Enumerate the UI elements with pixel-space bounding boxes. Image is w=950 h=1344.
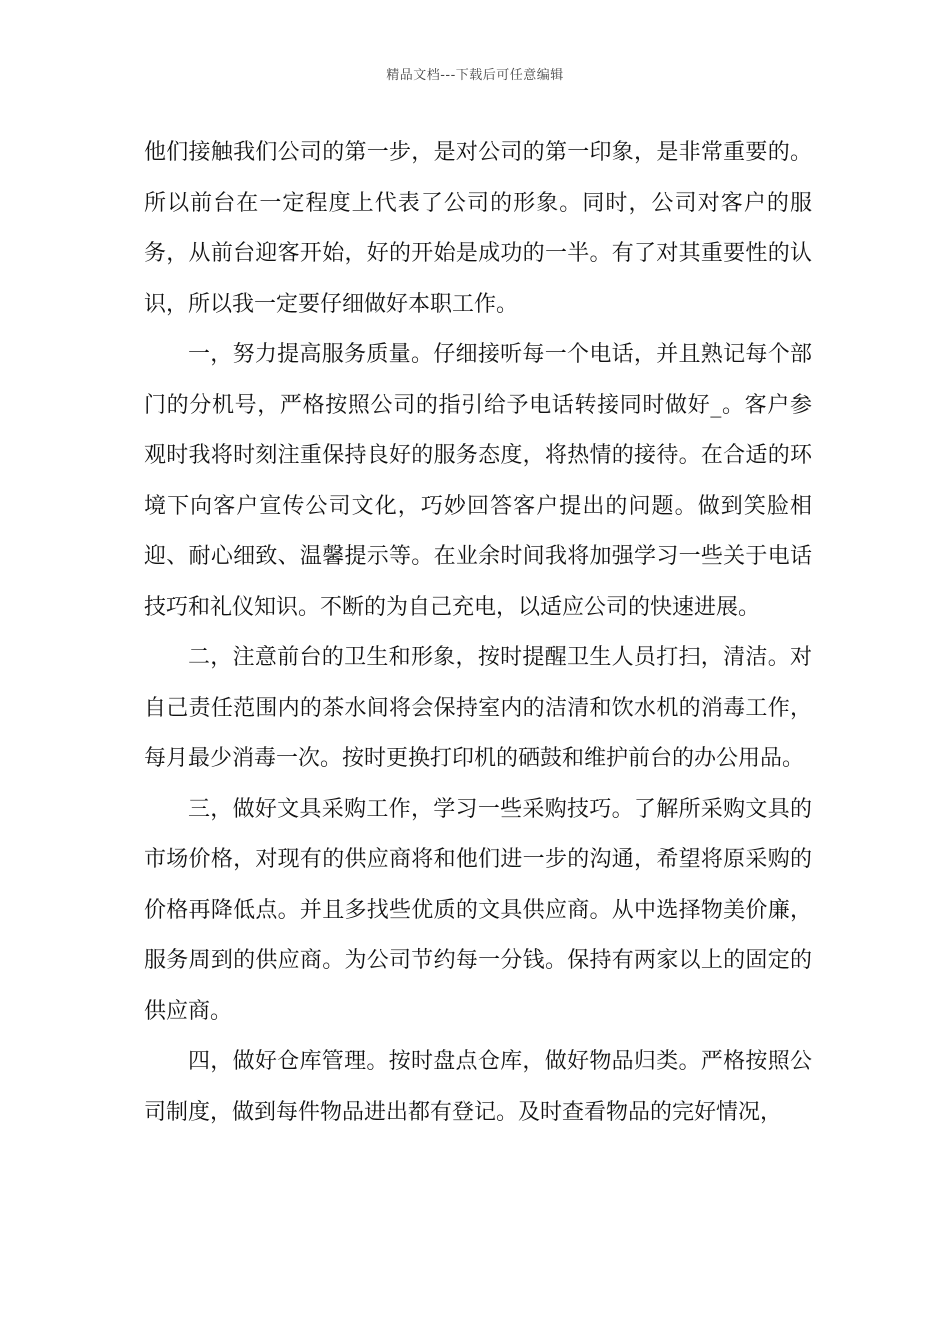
paragraph-service-quality: 一，努力提高服务质量。仔细接听每一个电话，并且熟记每个部门的分机号，严格按照公司的指引给予电话转接同时做好_。客户参观时我将时刻注重保持良好的服务态度，将热情的接待。在合适的环境下向客户宣传公司文化，巧妙回答客户提出的问题。做到笑脸相迎、耐心细致、温馨提示等。在业余时间我将加强学习一些关于电话技巧和礼仪知识。不断的为自己充电，以适应公司的快速进展。: [144, 342, 812, 620]
paragraph-procurement: 三，做好文具采购工作，学习一些采购技巧。了解所采购文具的市场价格，对现有的供应商将和他们进一步的沟通，希望将原采购的价格再降低点。并且多找些优质的文具供应商。从中选择物美价廉，服务周到的供应商。为公司节约每一分钱。保持有两家以上的固定的供应商。: [144, 796, 812, 1024]
paragraph-warehouse: 四，做好仓库管理。按时盘点仓库，做好物品归类。严格按照公司制度，做到每件物品进出都有登记。及时查看物品的完好情况，: [144, 1049, 812, 1125]
paragraph-hygiene: 二，注意前台的卫生和形象，按时提醒卫生人员打扫，清洁。对自己责任范围内的茶水间将会保持室内的洁清和饮水机的消毒工作，每月最少消毒一次。按时更换打印机的硒鼓和维护前台的办公用品。: [144, 645, 812, 771]
page-header: 精品文档---下载后可任意编辑: [386, 68, 564, 83]
paragraph-intro: 他们接触我们公司的第一步，是对公司的第一印象，是非常重要的。所以前台在一定程度上代表了公司的形象。同时，公司对客户的服务，从前台迎客开始，好的开始是成功的一半。有了对其重要性的认识，所以我一定要仔细做好本职工作。: [144, 140, 812, 317]
document-body: [144, 128, 812, 1138]
